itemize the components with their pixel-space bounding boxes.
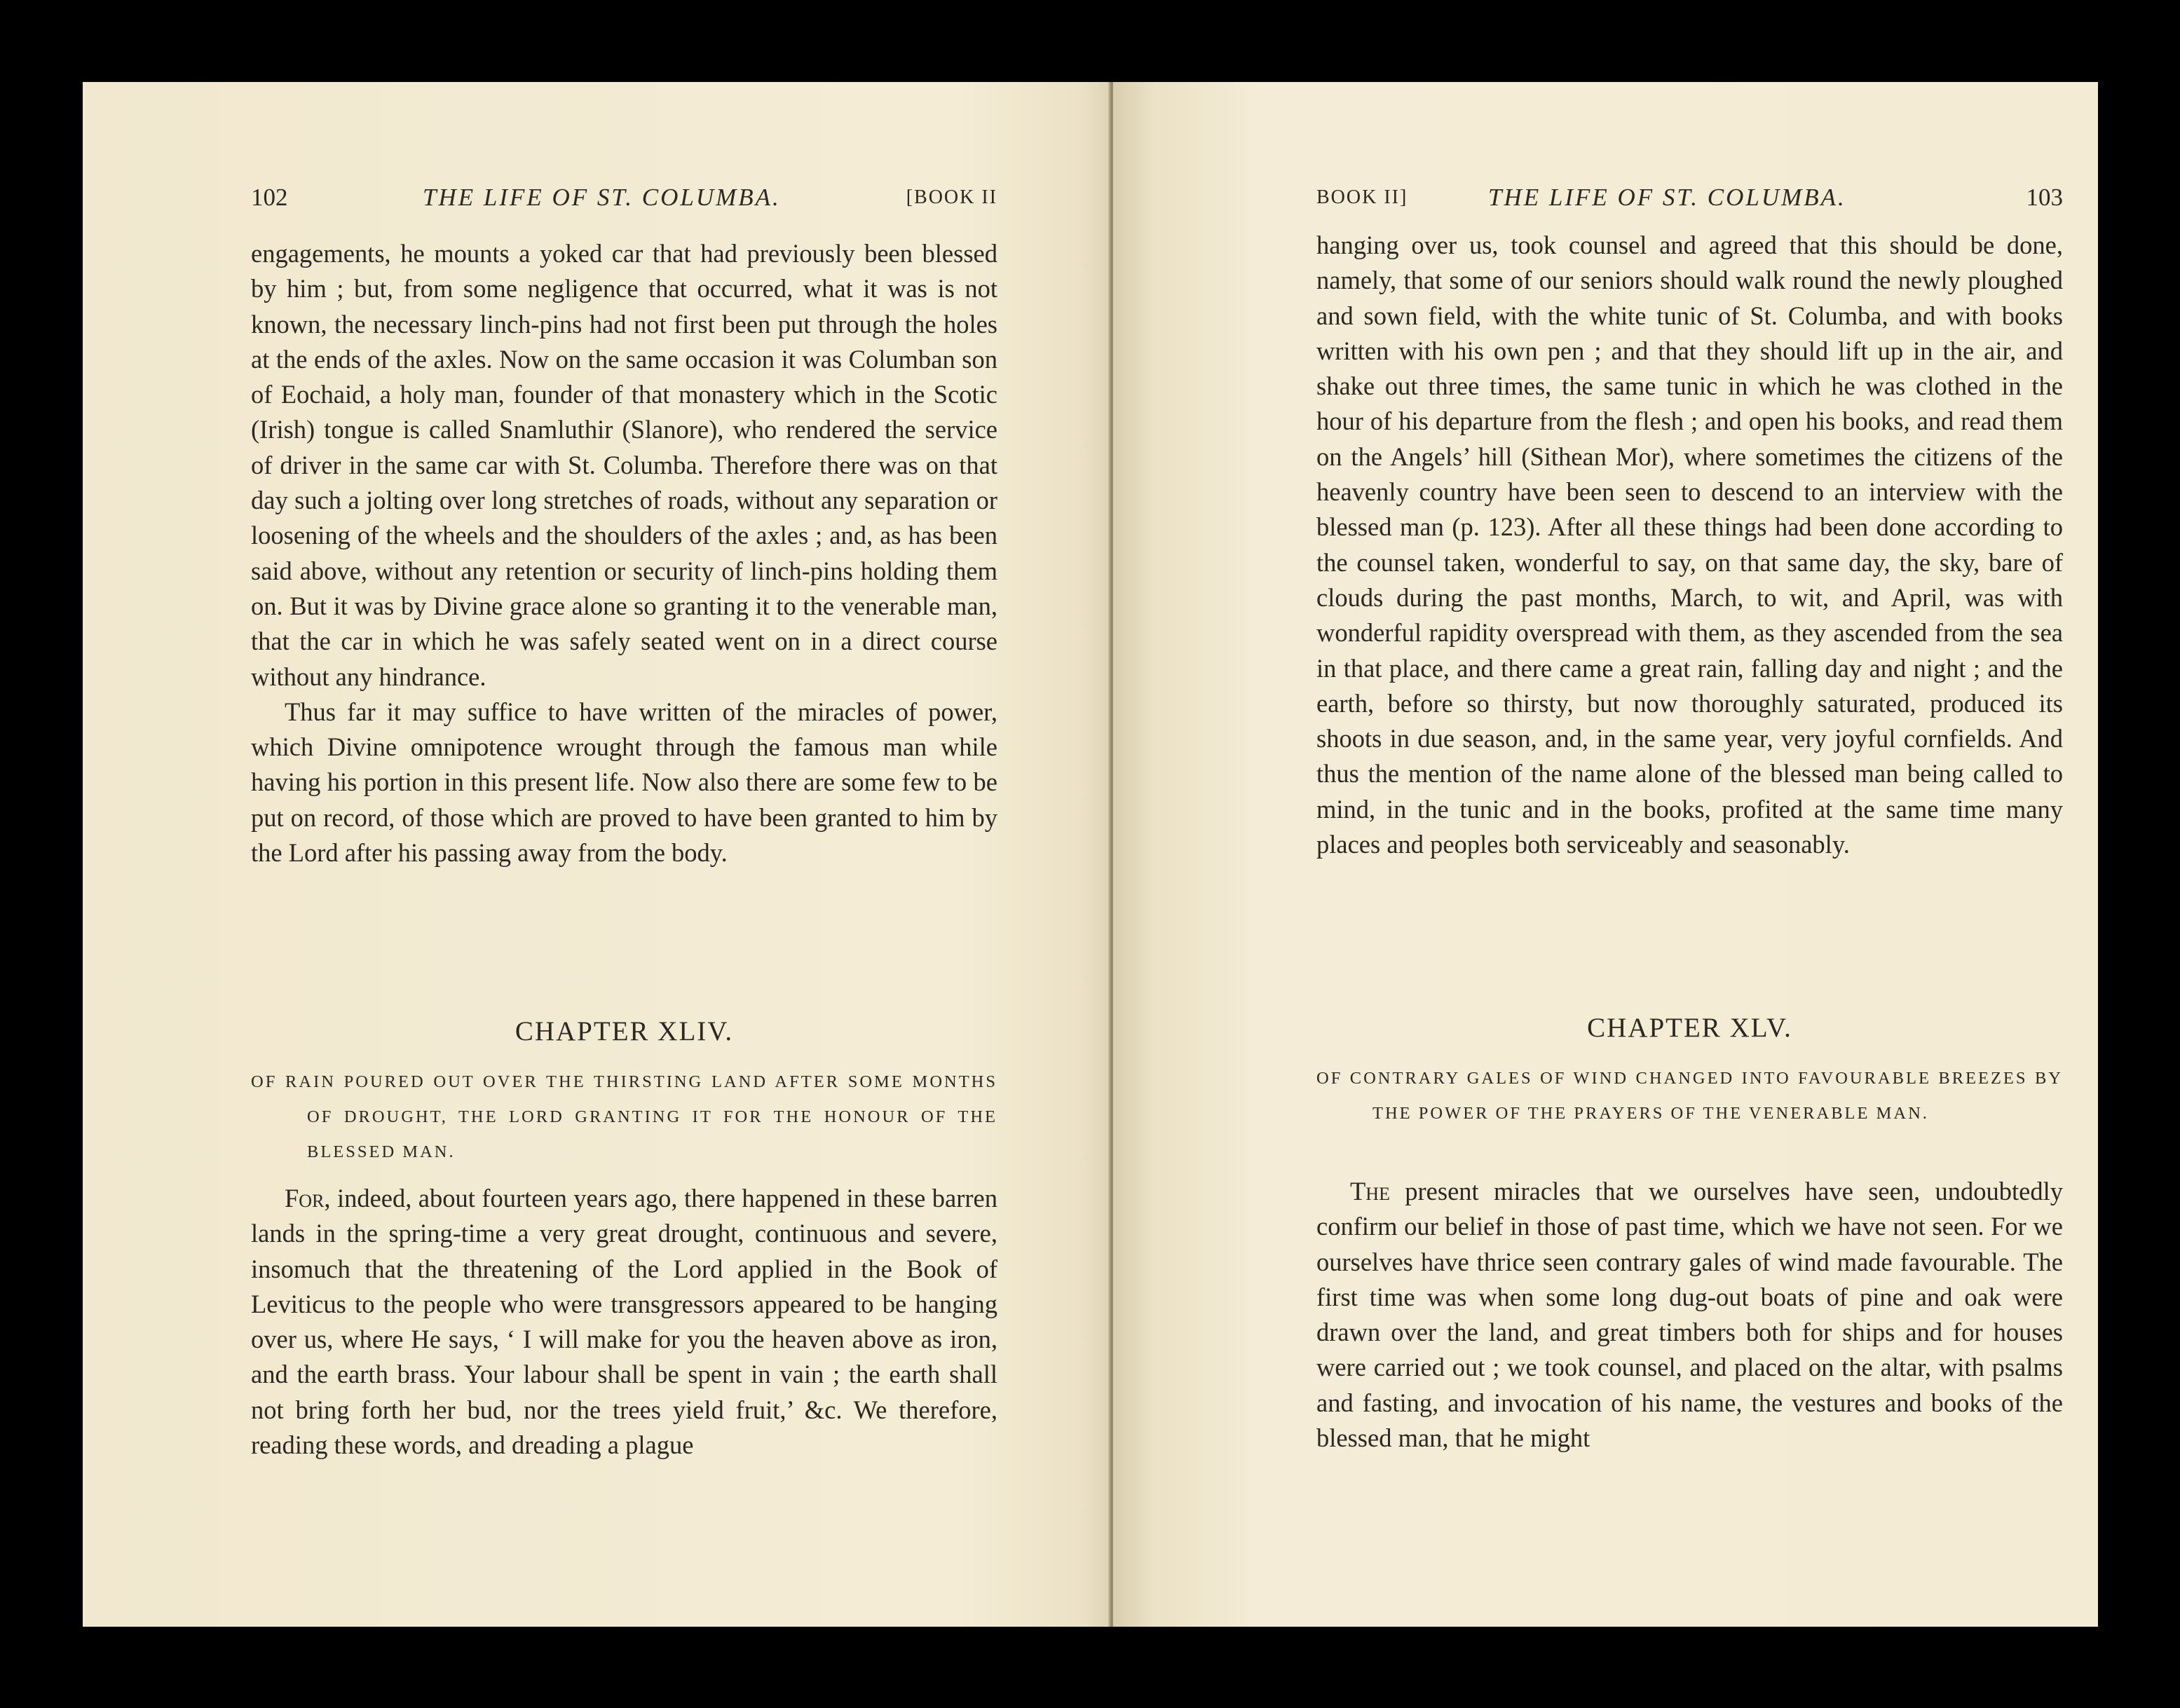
drop-lead-word: For, (285, 1184, 331, 1212)
drop-lead-word: The (1350, 1177, 1390, 1205)
chapter-heading-block (1316, 1061, 2063, 1131)
chapter-block (251, 1014, 997, 1049)
book-spread (83, 82, 2098, 1627)
book-marker: BOOK II] (1316, 186, 1408, 208)
chapter-title: CHAPTER XLIV. (515, 1016, 734, 1046)
chapter-heading-block (251, 1065, 997, 1170)
running-head-right (1316, 180, 2063, 215)
left-page (83, 82, 1113, 1627)
left-text-block-2 (251, 1181, 997, 1463)
page-number: 102 (251, 184, 288, 211)
left-text-block-1 (251, 236, 997, 870)
right-text-block-1 (1316, 228, 2063, 862)
right-page (1113, 82, 2098, 1627)
chapter-title: CHAPTER XLV. (1587, 1013, 1792, 1043)
running-title: THE LIFE OF ST. COLUMBA. (423, 184, 781, 211)
paragraph: Thus far it may suffice to have written of the miracles of power, which Divine omnipotence wrought through the famous man while having his portion in this present life. Now also there are some few to be put on record, of those which are proved to have been granted to him by the Lord after his passing away from the body. (251, 697, 997, 868)
page-number: 103 (2026, 184, 2063, 211)
chapter-heading: OF CONTRARY GALES OF WIND CHANGED INTO FAVOURABLE BREEZES BY THE POWER OF THE PRAYERS OF THE VENERABLE MAN. (1316, 1069, 2063, 1123)
paragraph: engagements, he mounts a yoked car that had previously been blessed by him ; but, from some negligence that occurred, what it was is not known, the necessary linch-pins had not first been put through the holes at the ends of the axles. Now on the same occasion it was Columban son of Eochaid, a holy man, founder of that monastery which in the Scotic (Irish) tongue is called Snamluthir (Slanore), who rendered the service of driver in the same car with St. Columba. Therefore there was on that day such a jolting over long stretches of roads, without any separation or loosening of the wheels and the shoulders of the axles ; and, as has been said above, without any retention or security of linch-pins holding them on. But it was by Divine grace alone so granting it to the venerable man, that the car in which he was safely seated went on in a direct course without any hindrance. (251, 239, 997, 691)
running-title: THE LIFE OF ST. COLUMBA. (1488, 184, 1846, 211)
chapter-heading: OF RAIN POURED OUT OVER THE THIRSTING LAND AFTER SOME MONTHS OF DROUGHT, THE LORD GRANTING IT FOR THE HONOUR OF THE BLESSED MAN. (251, 1072, 997, 1161)
paragraph-text: present miracles that we ourselves have seen, undoubtedly confirm our belief in those of past time, which we have not seen. For we ourselves have thrice seen contrary gales of wind made favourable. The first time was when some long dug-out boats of pine and oak were drawn over the land, and great timbers both for ships and for houses were carried out ; we took counsel, and placed on the altar, with psalms and fasting, and invocation of his name, the vestures and books of the blessed man, that he might (1316, 1177, 2063, 1453)
running-head-left (251, 180, 997, 215)
right-text-block-2 (1316, 1174, 2063, 1456)
paragraph (1316, 1174, 2063, 1456)
paragraph: hanging over us, took counsel and agreed that this should be done, namely, that some of our seniors should walk round the newly ploughed and sown field, with the white tunic of St. Columba, and with books written with his own pen ; and that they should lift up in the air, and shake out three times, the same tunic in which he was clothed in the hour of his departure from the flesh ; and open his books, and read them on the Angels’ hill (Sithean Mor), where sometimes the citizens of the heavenly country have been seen to descend to an interview with the blessed man (p. 123). After all these things had been done according to the counsel taken, wonderful to say, on that same day, the sky, bare of clouds during the past months, March, to wit, and April, was with wonderful rapidity overspread with them, as they ascended from the sea in that place, and there came a great rain, falling day and night ; and the earth, before so thirsty, but now thoroughly saturated, produced its shoots in due season, and, in the same year, very joyful cornfields. And thus the mention of the name alone of the blessed man being called to mind, in the tunic and in the books, profited at the same time many places and peoples both serviceably and seasonably. (1316, 231, 2063, 859)
paragraph-text: indeed, about fourteen years ago, there happened in these barren lands in the spring-time a very great drought, continuous and severe, insomuch that the threatening of the Lord applied in the Book of Leviticus to the people who were transgressors appeared to be hanging over us, where He says, ‘ I will make for you the heaven above as iron, and the earth brass. Your labour shall be spent in vain ; the earth shall not bring forth her bud, nor the trees yield fruit,’ &c. We therefore, reading these words, and dreading a plague (251, 1184, 997, 1460)
chapter-block (1316, 1011, 2063, 1046)
book-marker: [BOOK II (906, 186, 997, 208)
paragraph (251, 1181, 997, 1463)
